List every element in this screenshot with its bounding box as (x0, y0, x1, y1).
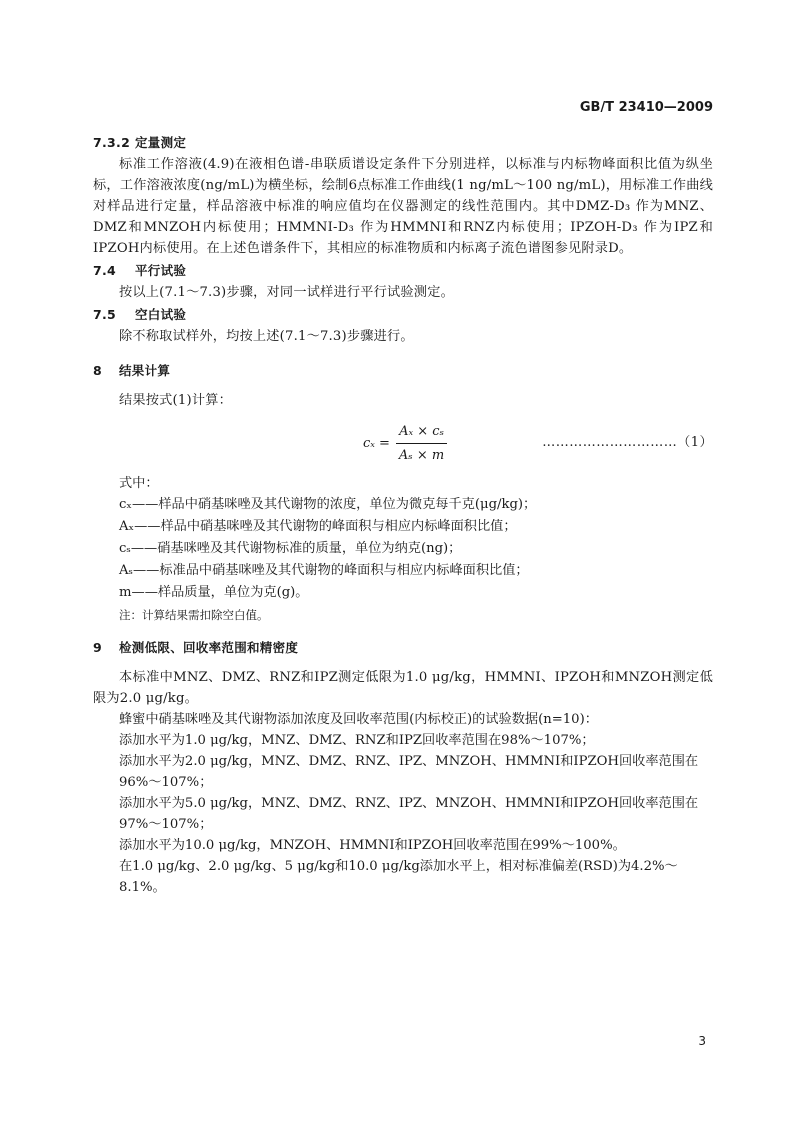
formula-lhs: cₓ = (363, 436, 390, 451)
detection-limit-text: 本标准中MNZ、DMZ、RNZ和IPZ测定低限为1.0 μg/kg，HMMNI、IPZOH和MNZOH测定低限为2.0 μg/kg。 (93, 670, 713, 706)
section-7-4-heading (93, 259, 713, 282)
section-number: 9 (93, 640, 102, 655)
recovery-line: 添加水平为2.0 μg/kg，MNZ、DMZ、RNZ、IPZ、MNZOH、HMMNI和IPZOH回收率范围在96%～107%； (119, 754, 699, 790)
definition-item: Aₛ——标准品中硝基咪唑及其代谢物的峰面积与相应内标峰面积比值； (119, 563, 529, 578)
section-title: 空白试验 (135, 307, 187, 322)
formula-block (93, 413, 713, 473)
page-number: 3 (698, 1034, 706, 1048)
formula-denominator: Aₛ × m (398, 448, 445, 463)
recovery-line: 添加水平为5.0 μg/kg，MNZ、DMZ、RNZ、IPZ、MNZOH、HMMNI和IPZOH回收率范围在97%～107%； (119, 796, 699, 832)
formula-intro: 结果按式(1)计算： (119, 393, 232, 408)
recovery-line: 添加水平为10.0 μg/kg，MNZOH、HMMNI和IPZOH回收率范围在99%～100%。 (119, 838, 626, 853)
definition-item: cₓ——样品中硝基咪唑及其代谢物的浓度，单位为微克每千克(μg/kg)； (119, 497, 537, 512)
section-title: 检测低限、回收率范围和精密度 (119, 640, 299, 655)
section-7-5-heading (93, 303, 713, 326)
rsd-line: 在1.0 μg/kg、2.0 μg/kg、5 μg/kg和10.0 μg/kg添加水平上，相对标准偏差(RSD)为4.2%～8.1%。 (119, 859, 678, 895)
section-title: 结果计算 (119, 363, 171, 378)
section-number: 7.3.2 (93, 135, 131, 150)
page-content (93, 131, 713, 898)
section-8-heading (93, 359, 713, 382)
formula-fraction (396, 421, 447, 466)
calculation-note: 注：计算结果需扣除空白值。 (119, 608, 269, 622)
recovery-line: 添加水平为1.0 μg/kg，MNZ、DMZ、RNZ和IPZ回收率范围在98%～107%； (119, 733, 595, 748)
section-title: 定量测定 (135, 135, 187, 150)
recovery-line: 蜂蜜中硝基咪唑及其代谢物添加浓度及回收率范围(内标校正)的试验数据(n=10)： (119, 712, 598, 727)
formula (363, 421, 447, 466)
section-number: 8 (93, 363, 102, 378)
section-number: 7.5 (93, 307, 117, 322)
section-7-3-2-text: 标准工作溶液(4.9)在液相色谱-串联质谱设定条件下分别进样，以标准与内标物峰面积比值为纵坐标，工作溶液浓度(ng/mL)为横坐标，绘制6点标准工作曲线(1 ng/mL～100 ng/mL)，用标准工作曲线对样品进行定量，样品溶液中标准的响应值均在仪器测定的线性范围内。其中DMZ-D₃ 作为MNZ、DMZ和MNZOH内标使用；HMMNI-D₃ 作为HMMNI和RNZ内标使用；IPZOH-D₃ 作为IPZ和IPZOH内标使用。在上述色谱条件下，其相应的标准物质和内标离子流色谱图参见附录D。 (93, 157, 713, 256)
definition-item: cₛ——硝基咪唑及其代谢物标准的质量，单位为纳克(ng)； (119, 541, 462, 556)
variable-definitions (93, 494, 713, 604)
definition-item: Aₓ——样品中硝基咪唑及其代谢物的峰面积与相应内标峰面积比值； (119, 519, 517, 534)
section-9-heading (93, 636, 713, 659)
definition-item: m——样品质量，单位为克(g)。 (119, 585, 309, 600)
section-7-5-text: 除不称取试样外，均按上述(7.1～7.3)步骤进行。 (119, 329, 414, 344)
standard-number: GB/T 23410—2009 (579, 100, 713, 115)
section-title: 平行试验 (135, 263, 187, 278)
section-7-4-text: 按以上(7.1～7.3)步骤，对同一试样进行平行试验测定。 (119, 285, 454, 300)
section-7-3-2-heading (93, 131, 713, 154)
where-label: 式中： (119, 476, 159, 491)
formula-numerator: Aₓ × cₛ (396, 421, 447, 444)
equation-number: …………………………（1） (542, 435, 713, 450)
section-number: 7.4 (93, 263, 117, 278)
